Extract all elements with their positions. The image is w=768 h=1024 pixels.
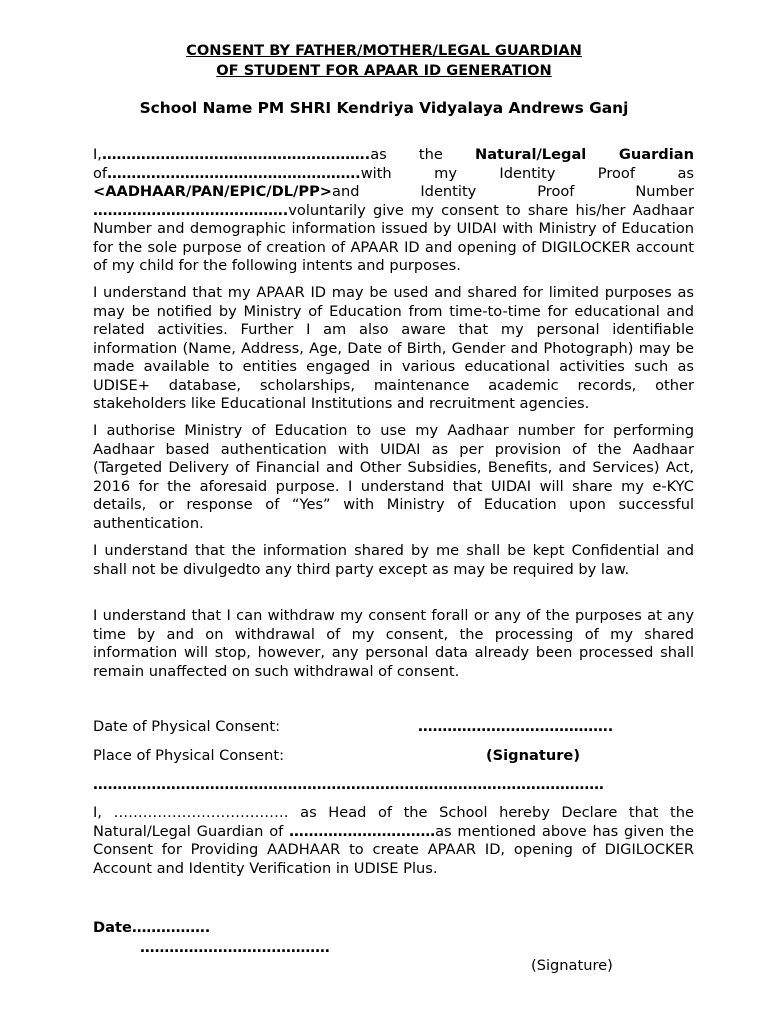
signature-line: …………………………………. — [418, 718, 614, 735]
para1-and-number: and Identity Proof Number — [332, 183, 694, 200]
declaration-guardian-blank: ………………………… — [289, 822, 436, 840]
declaration-rest: as mentioned above has given the Consent for Providing AADHAAR to create APAAR ID, opening of DIGILOCKER Account and Identity Verification in UDISE Plus. — [93, 822, 694, 877]
head-signature-line: ………………………………… — [140, 939, 330, 956]
date-footer-label: Date……………. — [93, 919, 211, 936]
head-of-school-declaration — [93, 804, 694, 878]
section-separator: …………………………………………………………………………………………… — [93, 776, 604, 793]
form-title-line-2: OF STUDENT FOR APAAR ID GENERATION — [216, 62, 552, 79]
para1-of: of — [93, 164, 108, 182]
guardian-type: Natural/Legal Guardian — [475, 146, 694, 163]
para1-as-the: as the — [370, 146, 475, 163]
para1-i: I, — [93, 146, 102, 163]
id-number-blank: …………………………………. — [93, 201, 289, 219]
guardian-signature-label: (Signature) — [486, 747, 580, 764]
consent-paragraph-1 — [93, 146, 694, 276]
declaration-lead: I, ……………………………… as Head of the School hereby Declare that the Natural/Legal Guardian of — [93, 804, 694, 840]
school-name: School Name PM SHRI Kendriya Vidyalaya Andrews Ganj — [139, 99, 629, 117]
para1-rest: voluntarily give my consent to share his/her Aadhaar Number and demographic information issued by UIDAI with Ministry of Education for the sole purpose of creation of APAAR ID and opening of DIGILOCKER account of my child for the following intents and purposes. — [93, 201, 694, 274]
form-title-line-1: CONSENT BY FATHER/MOTHER/LEGAL GUARDIAN — [186, 42, 582, 59]
id-proof-types: <AADHAAR/PAN/EPIC/DL/PP> — [93, 183, 332, 200]
guardian-name-blank: ………………………………………………. — [101, 146, 371, 163]
consent-paragraph-3: I authorise Ministry of Education to use my Aadhaar number for performing Aadhaar based authentication with UIDAI as per provision of the Aadhaar (Targeted Delivery of Financial and Other Subsidies, Benefits, and Services) Act, 2016 for the aforesaid purpose. I understand that UIDAI will share my e-KYC details, or response of “Yes” with Ministry of Education upon successful authentication. — [93, 422, 694, 532]
child-name-blank: ……………………………………………. — [107, 164, 361, 182]
consent-paragraph-4: I understand that the information shared by me shall be kept Confidential and shall not be divulgedto any third party except as may be required by law. — [93, 542, 694, 578]
place-of-consent-label: Place of Physical Consent: — [93, 747, 284, 764]
para1-with-proof: with my Identity Proof as — [360, 164, 694, 182]
consent-paragraph-2: I understand that my APAAR ID may be used and shared for limited purposes as may be notified by Ministry of Education from time-to-time for educational and related activities. Further I am also aware that my personal identifiable information (Name, Address, Age, Date of Birth, Gender and Photograph) may be made available to entities engaged in various educational activities such as UDISE+ database, scholarships, maintenance academic records, other stakeholders like Educational Institutions and recruitment agencies. — [93, 284, 694, 412]
head-signature-label: (Signature) — [531, 957, 613, 974]
date-of-consent-label: Date of Physical Consent: — [93, 718, 281, 735]
consent-paragraph-5: I understand that I can withdraw my consent forall or any of the purposes at any time by and on withdrawal of my consent, the processing of my shared information will stop, however, any personal data already been processed shall remain unaffected on such withdrawal of consent. — [93, 607, 694, 680]
